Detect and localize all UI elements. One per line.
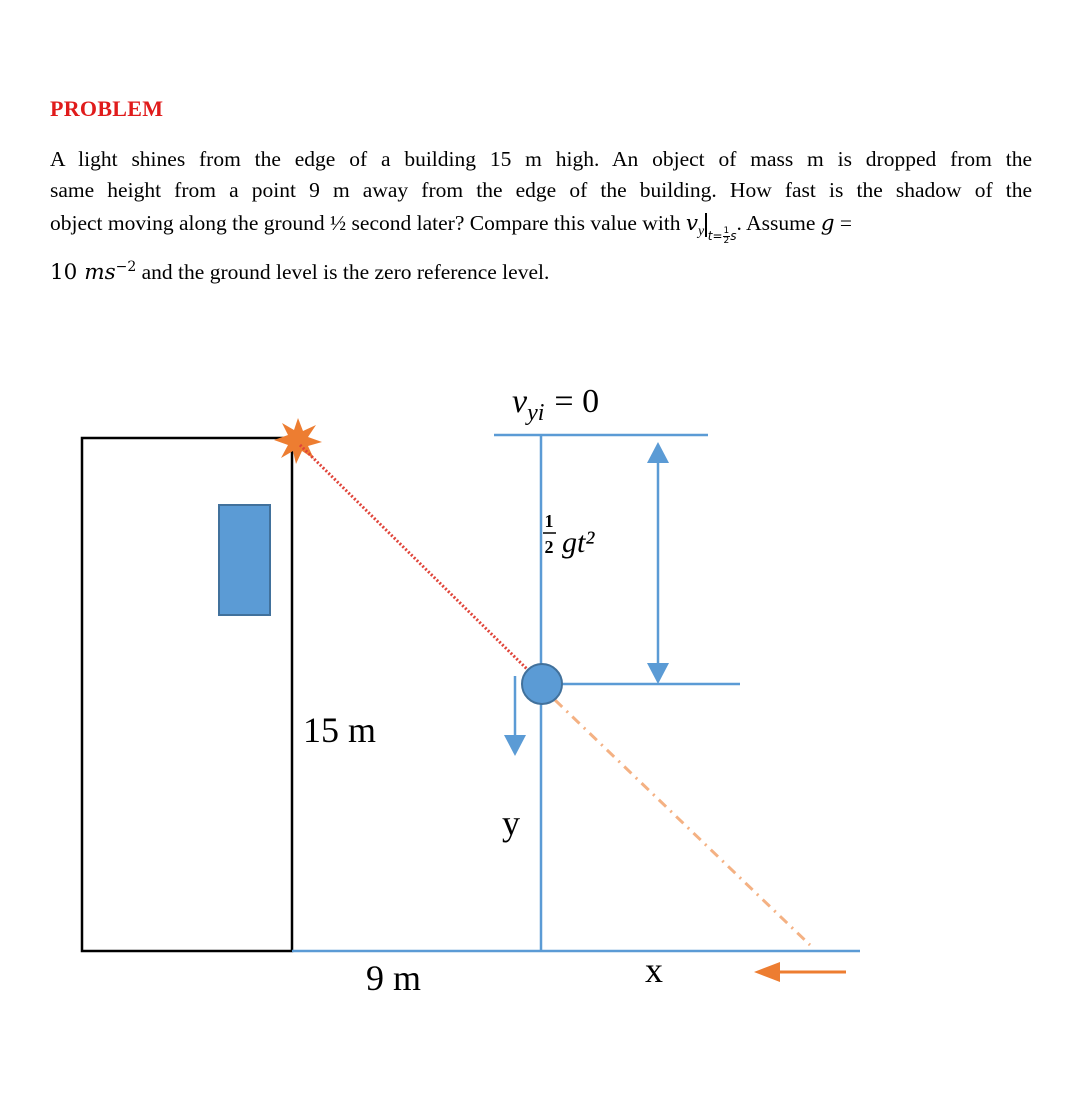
v-symbol: v <box>685 211 699 236</box>
eval-num: 1 <box>723 226 730 236</box>
displacement-arrow-up <box>647 442 669 463</box>
equals-sign: = <box>834 211 853 235</box>
x-axis-label: x <box>645 950 663 990</box>
v-subscript: y <box>698 224 705 239</box>
g-symbol: g <box>820 211 835 236</box>
eval-t: t= <box>707 229 723 243</box>
problem-line-2: same height from a point 9 m away from the edge of the building. How fast is the shadow of the <box>50 178 1032 202</box>
shadow-ray <box>555 700 810 945</box>
distance-label: 9 m <box>366 958 422 998</box>
gt-squared: gt² <box>562 526 595 559</box>
y-axis-label: y <box>502 803 520 843</box>
displacement-arrow-down <box>647 663 669 684</box>
velocity-arrowhead <box>504 735 526 756</box>
half-gt-squared-label <box>543 511 595 559</box>
eval-unit: s <box>730 229 737 243</box>
g-exponent: −2 <box>115 259 137 275</box>
g-value: 10 <box>50 260 85 286</box>
problem-line-4-text: and the ground level is the zero reference level. <box>136 260 550 285</box>
problem-line-1: A light shines from the edge of a building 15 m high. An object of mass m is dropped from the <box>50 147 1032 171</box>
height-label: 15 m <box>303 710 377 750</box>
building-window <box>219 505 270 615</box>
half-denominator: 2 <box>544 537 554 557</box>
problem-line-3-text: object moving along the ground ½ second later? Compare this value with <box>50 211 686 235</box>
shadow-velocity-arrowhead <box>754 962 780 982</box>
vyi-label: $v_{yi} = 0$ <box>512 383 600 426</box>
half-numerator: 1 <box>544 511 554 531</box>
g-unit: ms <box>84 260 116 286</box>
assume-text: . Assume <box>736 211 821 235</box>
eval-den: 2 <box>723 236 730 246</box>
falling-object <box>522 664 562 704</box>
problem-heading: PROBLEM <box>50 96 164 121</box>
light-ray <box>300 445 530 672</box>
